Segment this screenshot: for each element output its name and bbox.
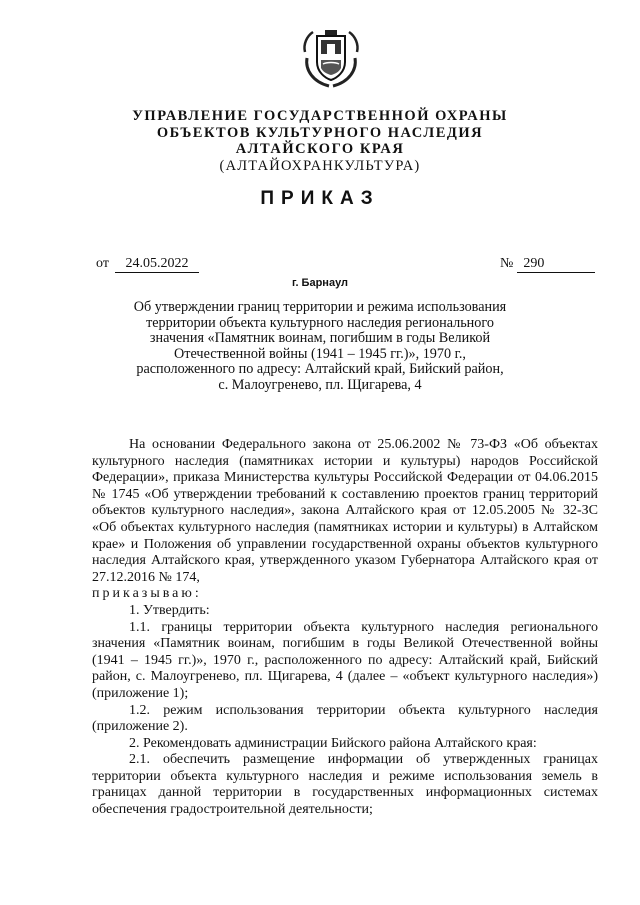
subject-line: расположенного по адресу: Алтайский край, Бийский район, bbox=[136, 361, 504, 377]
subject-line: Отечественной войны (1941 – 1945 гг.)», 1970 г., bbox=[174, 345, 466, 362]
org-line-2: ОБЪЕКТОВ КУЛЬТУРНОГО НАСЛЕДИЯ bbox=[156, 124, 484, 141]
number-label: № bbox=[500, 256, 514, 271]
date-field bbox=[96, 256, 199, 273]
document-body bbox=[92, 437, 598, 819]
item-1-1: 1.1. границы территории объекта культурного наследия регионального значения «Памятник воинам, погибшим в годы Великой Отечественной войны (1941 – 1945 гг.)», 1970 г., расположенного по адресу: Алтайский край, Бийский район, с. Малоугренево, пл. Щигарева, 4 (далее – «объект культурного наследия») (приложение 1); bbox=[92, 619, 598, 701]
date-label: от bbox=[96, 256, 109, 271]
subject-line: Об утверждении границ территории и режима использования bbox=[133, 299, 507, 315]
coat-of-arms-icon bbox=[299, 28, 363, 88]
item-2: 2. Рекомендовать администрации Бийского района Алтайского края: bbox=[129, 735, 537, 751]
item-1-2: 1.2. режим использования территории объекта культурного наследия (приложение 2). bbox=[92, 702, 598, 735]
org-line-1: УПРАВЛЕНИЕ ГОСУДАРСТВЕННОЙ ОХРАНЫ bbox=[132, 108, 508, 124]
order-word: приказываю: bbox=[92, 586, 202, 602]
item-1: 1. Утвердить: bbox=[129, 602, 210, 618]
org-line-3: АЛТАЙСКОГО КРАЯ bbox=[235, 141, 405, 157]
org-line-4: (АЛТАЙОХРАНКУЛЬТУРА) bbox=[219, 157, 421, 174]
number-value: 290 bbox=[517, 256, 595, 273]
number-field bbox=[500, 256, 595, 273]
subject-line: значения «Памятник воинам, погибшим в годы Великой bbox=[149, 330, 491, 346]
subject-line: территории объекта культурного наследия регионального bbox=[146, 314, 494, 331]
organization-name bbox=[0, 108, 640, 174]
city: г. Барнаул bbox=[291, 277, 349, 289]
intro-paragraph: На основании Федерального закона от 25.06.2002 № 73-ФЗ «Об объектах культурного наследия (памятниках истории и культуры) народов Российской Федерации», приказа Министерства культуры Российской Федерации от 04.06.2015 № 1745 «Об утверждении требований к составлению проектов границ территорий объектов культурного наследия», закона Алтайского края от 12.05.2005 № 32-ЗС «Об объектах культурного наследия (памятниках истории и культуры) в Алтайском крае» и Положения об управлении государственной охраны объектов культурного наследия Алтайского края, утвержденного указом Губернатора Алтайского края от 27.12.2016 № 174, bbox=[92, 437, 598, 585]
date-value: 24.05.2022 bbox=[115, 256, 199, 273]
item-2-1: 2.1. обеспечить размещение информации об утвержденных границах территории объекта культурного наследия и режиме использования земель в границах данной территории в государственных информационных системах обеспечения градостроительной деятельности; bbox=[92, 752, 598, 818]
subject-line: с. Малоугренево, пл. Щигарева, 4 bbox=[218, 376, 422, 393]
document-subject bbox=[120, 300, 520, 393]
document-title: ПРИКАЗ bbox=[260, 188, 380, 209]
